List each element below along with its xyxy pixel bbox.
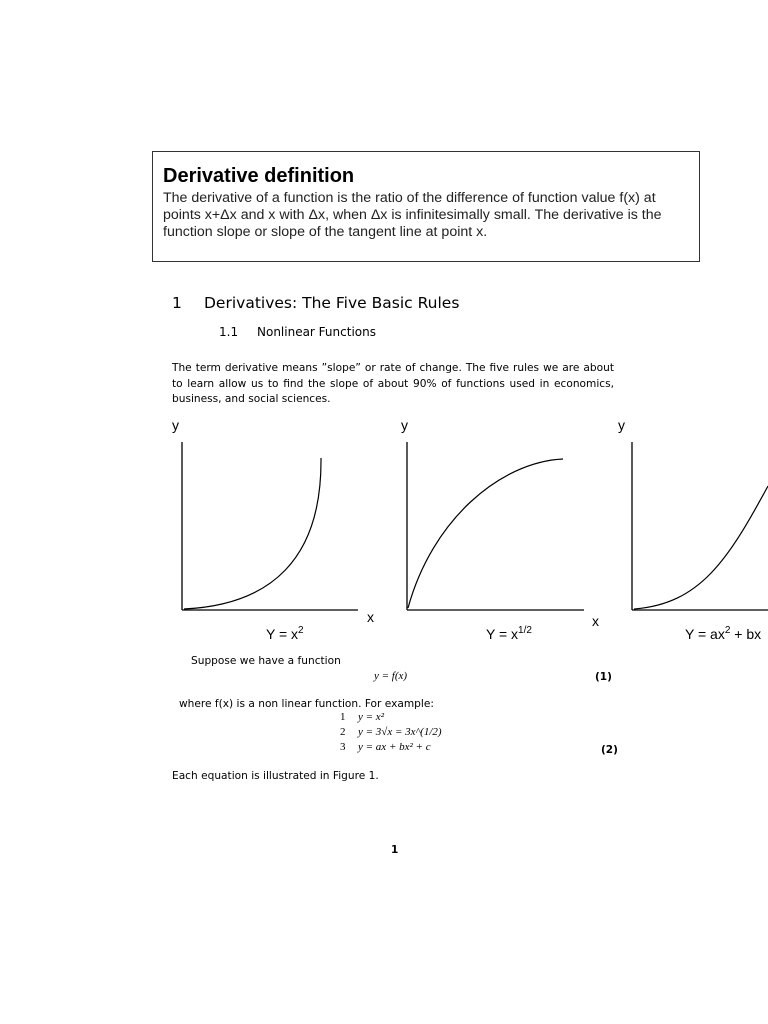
section-heading bbox=[172, 294, 459, 312]
subsection-title: Nonlinear Functions bbox=[257, 325, 376, 339]
where-text: where f(x) is a non linear function. For example: bbox=[179, 698, 434, 710]
example-row bbox=[340, 740, 442, 755]
example-row bbox=[340, 710, 442, 725]
graph-3-curve bbox=[634, 486, 768, 609]
example-equation: y = x² bbox=[358, 711, 384, 723]
example-number: 3 bbox=[340, 741, 346, 753]
section-number: 1 bbox=[172, 294, 182, 312]
graph-1-y-label: y bbox=[172, 417, 179, 433]
equation-1: y = f(x) bbox=[374, 670, 408, 682]
graph-2-x-label: x bbox=[592, 613, 599, 629]
subsection-heading bbox=[219, 325, 376, 339]
example-number: 2 bbox=[340, 726, 346, 738]
function-graphs-figure bbox=[0, 410, 768, 650]
definition-title: Derivative definition bbox=[163, 165, 355, 187]
graph-x-squared bbox=[172, 417, 374, 642]
graph-1-x-label: x bbox=[367, 609, 374, 625]
example-row bbox=[340, 725, 442, 740]
graph-3-y-label: y bbox=[618, 417, 625, 433]
example-equations bbox=[340, 710, 442, 755]
example-equation: y = 3√x = 3x^(1/2) bbox=[358, 726, 442, 738]
figure-reference: Each equation is illustrated in Figure 1. bbox=[172, 770, 379, 782]
graph-1-caption: $Y = x^2$ bbox=[266, 625, 304, 642]
definition-box bbox=[152, 151, 700, 262]
graph-1-curve bbox=[184, 458, 321, 609]
equation-2-number: (2) bbox=[601, 744, 618, 756]
graph-3-caption: $Y = ax^2$ + bx bbox=[685, 625, 762, 642]
graph-x-sqrt bbox=[401, 417, 599, 642]
intro-paragraph: The term derivative means ”slope” or rate of change. The five rules we are about to learn allow us to find the slope of about 90% of functions used in economics, business, and social sciences. bbox=[172, 362, 614, 406]
graph-quadratic bbox=[618, 417, 768, 642]
example-number: 1 bbox=[340, 711, 346, 723]
graph-2-caption: $Y = x^{1/2}$ bbox=[486, 625, 532, 642]
suppose-text: Suppose we have a function bbox=[191, 655, 341, 667]
page-number: 1 bbox=[391, 844, 399, 856]
graph-2-y-label: y bbox=[401, 417, 408, 433]
example-equation: y = ax + bx² + c bbox=[358, 741, 431, 753]
subsection-number: 1.1 bbox=[219, 325, 239, 339]
definition-body: The derivative of a function is the ratio of the difference of function value f(x) at points x+Δx and x with Δx, when Δx is infinitesimally small. The derivative is the function slope or slope of the tangent line at point x. bbox=[163, 190, 662, 240]
graph-2-curve bbox=[408, 459, 563, 608]
equation-1-number: (1) bbox=[595, 671, 612, 683]
section-title: Derivatives: The Five Basic Rules bbox=[204, 294, 460, 312]
